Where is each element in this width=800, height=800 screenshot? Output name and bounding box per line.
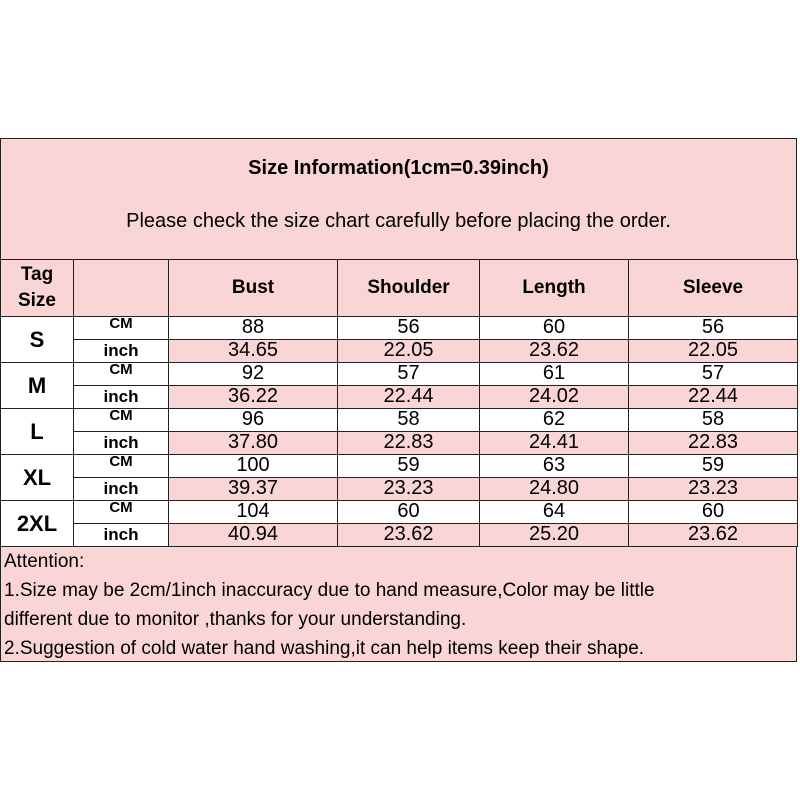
size-table bbox=[0, 259, 798, 547]
size-cell: L bbox=[1, 409, 74, 455]
column-header-bust: Bust bbox=[169, 260, 338, 317]
measurement-cell: 60 bbox=[338, 501, 480, 524]
measurement-cell: 23.62 bbox=[629, 524, 798, 547]
measurement-cell: 24.41 bbox=[480, 432, 629, 455]
measurement-cell: 63 bbox=[480, 455, 629, 478]
measurement-cell: 22.44 bbox=[629, 386, 798, 409]
table-row bbox=[1, 386, 798, 409]
measurement-cell: 23.62 bbox=[480, 340, 629, 363]
measurement-cell: 58 bbox=[338, 409, 480, 432]
measurement-cell: 24.80 bbox=[480, 478, 629, 501]
unit-cm-cell: CM bbox=[74, 455, 169, 478]
table-row bbox=[1, 317, 798, 340]
table-row bbox=[1, 455, 798, 478]
measurement-cell: 64 bbox=[480, 501, 629, 524]
measurement-cell: 22.05 bbox=[629, 340, 798, 363]
measurement-cell: 56 bbox=[629, 317, 798, 340]
measurement-cell: 92 bbox=[169, 363, 338, 386]
measurement-cell: 22.05 bbox=[338, 340, 480, 363]
unit-inch-cell: inch bbox=[74, 386, 169, 409]
measurement-cell: 22.44 bbox=[338, 386, 480, 409]
tag-size-header bbox=[1, 260, 74, 317]
column-header-length: Length bbox=[480, 260, 629, 317]
measurement-cell: 22.83 bbox=[338, 432, 480, 455]
unit-cm-cell: CM bbox=[74, 409, 169, 432]
notes-heading: Attention: bbox=[4, 551, 85, 572]
table-row bbox=[1, 524, 798, 547]
measurement-cell: 58 bbox=[629, 409, 798, 432]
notes-line-1: 1.Size may be 2cm/1inch inaccuracy due to hand measure,Color may be little bbox=[4, 580, 655, 601]
size-chart bbox=[0, 138, 797, 662]
measurement-cell: 24.02 bbox=[480, 386, 629, 409]
measurement-cell: 23.23 bbox=[629, 478, 798, 501]
measurement-cell: 56 bbox=[338, 317, 480, 340]
unit-inch-cell: inch bbox=[74, 524, 169, 547]
table-row bbox=[1, 363, 798, 386]
size-cell: M bbox=[1, 363, 74, 409]
measurement-cell: 100 bbox=[169, 455, 338, 478]
unit-inch-cell: inch bbox=[74, 478, 169, 501]
unit-cm-cell: CM bbox=[74, 363, 169, 386]
unit-inch-cell: inch bbox=[74, 432, 169, 455]
measurement-cell: 57 bbox=[629, 363, 798, 386]
tag-label: Tag bbox=[20, 264, 54, 285]
measurement-cell: 39.37 bbox=[169, 478, 338, 501]
measurement-cell: 25.20 bbox=[480, 524, 629, 547]
measurement-cell: 96 bbox=[169, 409, 338, 432]
measurement-cell: 23.23 bbox=[338, 478, 480, 501]
measurement-cell: 60 bbox=[629, 501, 798, 524]
measurement-cell: 37.80 bbox=[169, 432, 338, 455]
size-label: Size bbox=[17, 290, 57, 311]
measurement-cell: 59 bbox=[338, 455, 480, 478]
table-row bbox=[1, 501, 798, 524]
column-header-sleeve: Sleeve bbox=[629, 260, 798, 317]
size-cell: S bbox=[1, 317, 74, 363]
measurement-cell: 36.22 bbox=[169, 386, 338, 409]
table-header-row bbox=[1, 260, 798, 317]
unit-cm-cell: CM bbox=[74, 501, 169, 524]
table-row bbox=[1, 340, 798, 363]
measurement-cell: 59 bbox=[629, 455, 798, 478]
size-cell: 2XL bbox=[1, 501, 74, 547]
notes-line-3: 2.Suggestion of cold water hand washing,it can help items keep their shape. bbox=[4, 638, 645, 659]
table-row bbox=[1, 409, 798, 432]
column-header-shoulder: Shoulder bbox=[338, 260, 480, 317]
chart-title: Size Information(1cm=0.39inch) bbox=[248, 157, 549, 179]
unit-cm-cell: CM bbox=[74, 317, 169, 340]
attention-notes bbox=[4, 547, 655, 663]
measurement-cell: 62 bbox=[480, 409, 629, 432]
measurement-cell: 22.83 bbox=[629, 432, 798, 455]
notes-line-2: different due to monitor ,thanks for your understanding. bbox=[4, 609, 467, 630]
size-cell: XL bbox=[1, 455, 74, 501]
table-row bbox=[1, 478, 798, 501]
unit-header bbox=[74, 260, 169, 317]
measurement-cell: 40.94 bbox=[169, 524, 338, 547]
measurement-cell: 23.62 bbox=[338, 524, 480, 547]
measurement-cell: 60 bbox=[480, 317, 629, 340]
chart-subtitle: Please check the size chart carefully before placing the order. bbox=[126, 210, 671, 232]
measurement-cell: 88 bbox=[169, 317, 338, 340]
unit-inch-cell: inch bbox=[74, 340, 169, 363]
measurement-cell: 61 bbox=[480, 363, 629, 386]
table-row bbox=[1, 432, 798, 455]
measurement-cell: 57 bbox=[338, 363, 480, 386]
measurement-cell: 34.65 bbox=[169, 340, 338, 363]
measurement-cell: 104 bbox=[169, 501, 338, 524]
